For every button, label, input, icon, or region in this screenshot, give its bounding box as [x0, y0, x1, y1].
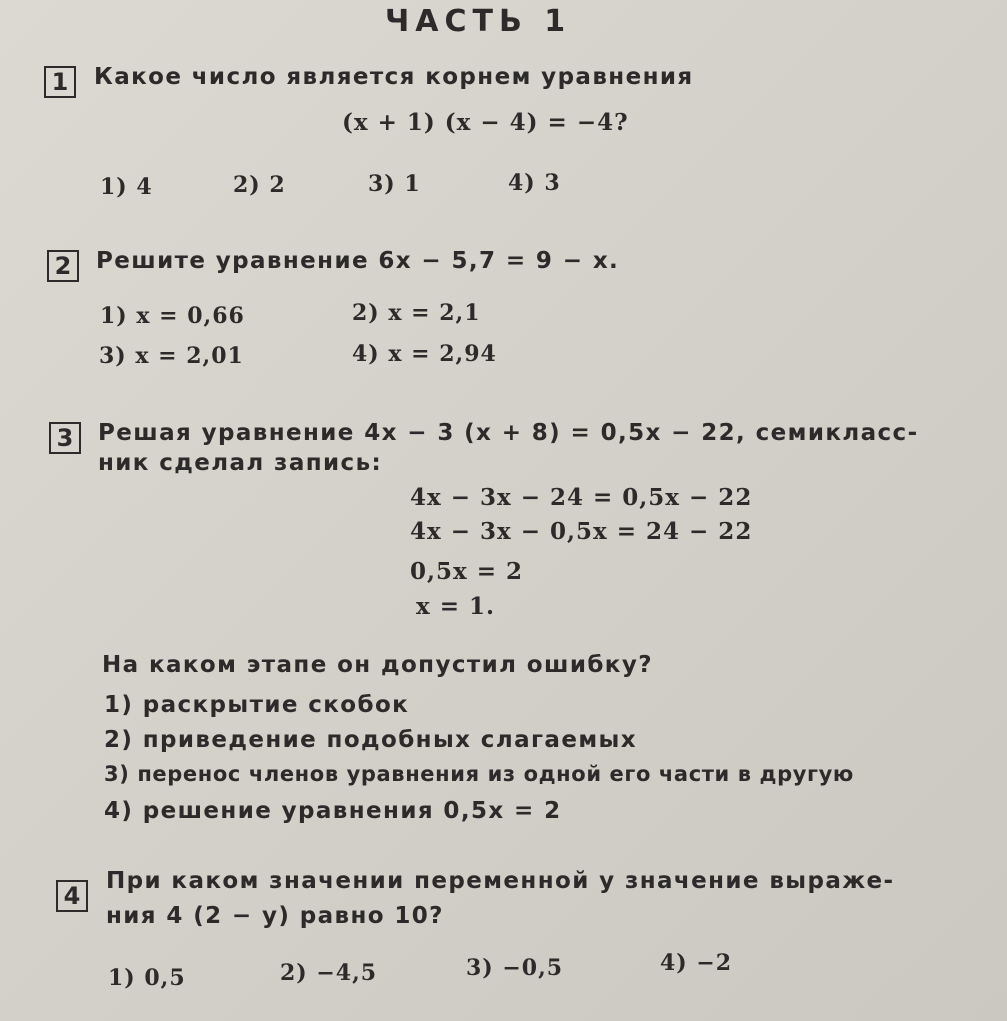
- question-2-option-1: 1) x = 0,66: [100, 303, 245, 329]
- question-2-option-4: 4) x = 2,94: [352, 341, 497, 367]
- question-3-step-4: x = 1.: [416, 593, 496, 620]
- question-3-step-2: 4x − 3x − 0,5x = 24 − 22: [410, 518, 753, 545]
- question-4-number: 4: [56, 880, 88, 912]
- question-3-step-1: 4x − 3x − 24 = 0,5x − 22: [410, 484, 753, 511]
- question-3-option-2: 2) приведение подобных слагаемых: [104, 727, 637, 753]
- question-2-number: 2: [47, 250, 79, 282]
- question-4-option-4: 4) −2: [660, 950, 733, 976]
- question-4-text-line-2: ния 4 (2 − y) равно 10?: [106, 903, 444, 929]
- question-3-option-1: 1) раскрытие скобок: [104, 692, 410, 718]
- question-2-option-3: 3) x = 2,01: [99, 343, 244, 369]
- question-1-option-1: 1) 4: [100, 174, 153, 200]
- question-4-option-2: 2) −4,5: [280, 960, 378, 986]
- question-2-text: Решите уравнение 6x − 5,7 = 9 − x.: [96, 248, 620, 274]
- page-title: ЧАСТЬ 1: [385, 4, 572, 39]
- question-1-text: Какое число является корнем уравнения: [94, 64, 694, 90]
- question-3-option-4: 4) решение уравнения 0,5x = 2: [104, 798, 562, 824]
- question-3-step-3: 0,5x = 2: [410, 558, 524, 585]
- question-3-number: 3: [49, 422, 81, 454]
- question-4-option-3: 3) −0,5: [466, 955, 564, 981]
- question-3-option-3: 3) перенос членов уравнения из одной его части в другую: [104, 762, 854, 786]
- question-1-option-3: 3) 1: [368, 171, 421, 197]
- question-1-equation: (x + 1) (x − 4) = −4?: [342, 109, 629, 136]
- question-2-option-2: 2) x = 2,1: [352, 300, 481, 326]
- question-1-option-4: 4) 3: [508, 170, 561, 196]
- question-4-text-line-1: При каком значении переменной y значение выраже-: [106, 868, 895, 894]
- question-1-number: 1: [44, 66, 76, 98]
- question-3-text-line-1: Решая уравнение 4x − 3 (x + 8) = 0,5x − 22, семикласс-: [98, 420, 919, 446]
- question-1-option-2: 2) 2: [233, 172, 286, 198]
- question-3-prompt: На каком этапе он допустил ошибку?: [102, 652, 653, 678]
- question-4-option-1: 1) 0,5: [108, 965, 186, 991]
- question-3-text-line-2: ник сделал запись:: [98, 450, 383, 476]
